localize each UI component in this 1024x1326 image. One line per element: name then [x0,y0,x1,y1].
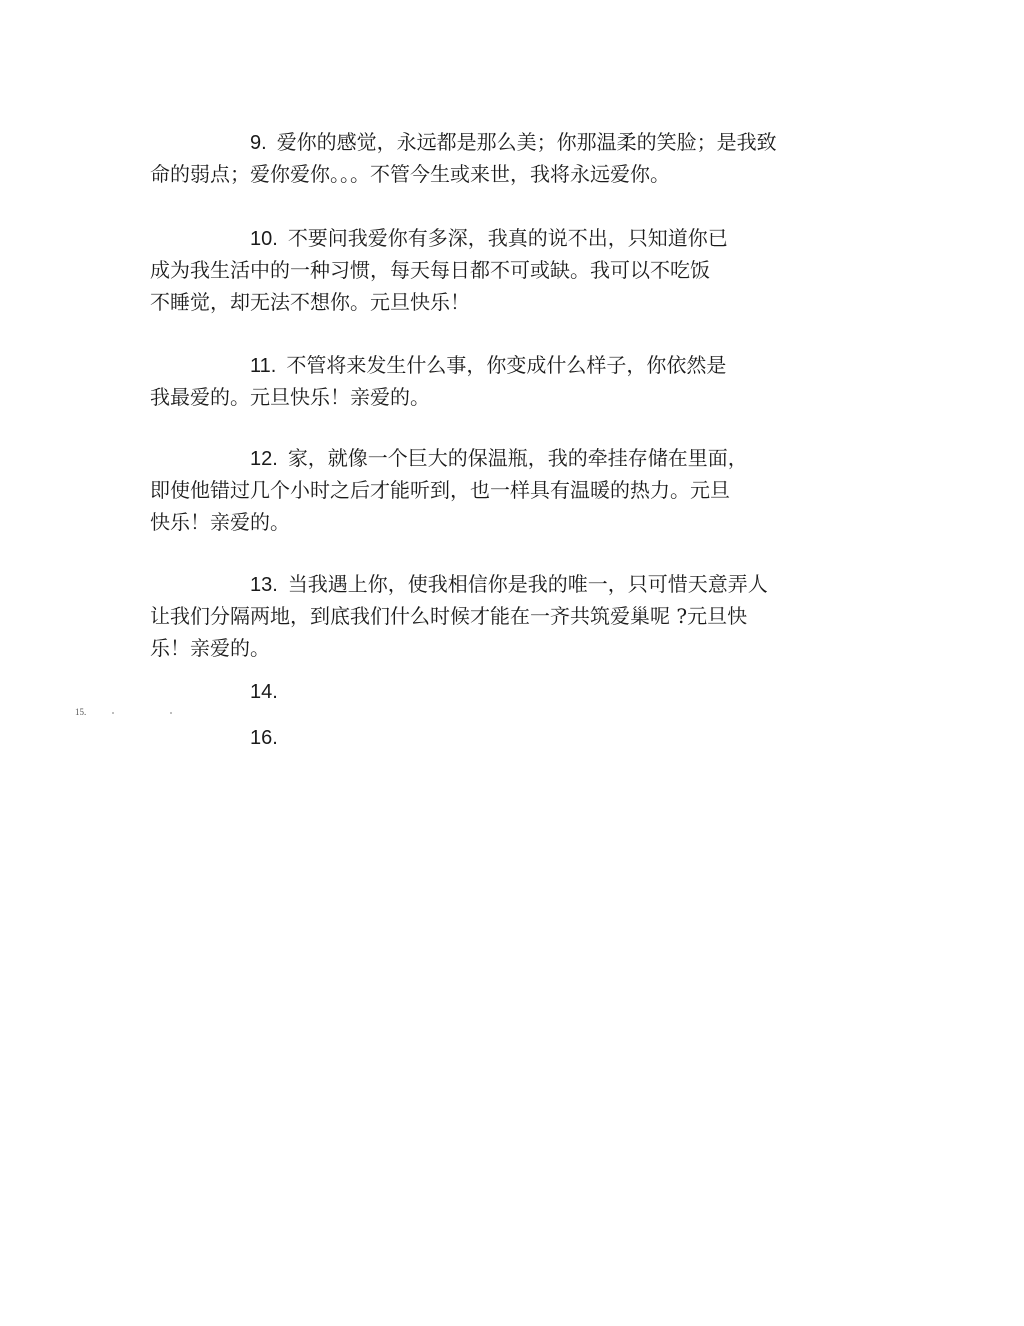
item-number: 11. [250,355,277,377]
item-text-line: 不管将来发生什么事，你变成什么样子，你依然是 [286,353,727,377]
list-item-9 [150,126,870,190]
list-item-11 [150,349,870,413]
item-number: 10. [250,228,278,250]
stray-dot [170,712,172,714]
item-text-line: 我最爱的。元旦快乐！亲爱的。 [150,385,430,409]
item-text-line: 即使他错过几个小时之后才能听到，也一样具有温暖的热力。元旦 [150,478,730,502]
list-item-12 [150,442,870,538]
item-number: 13. [250,574,278,596]
item-text-line: 不要问我爱你有多深，我真的说不出，只知道你已 [287,226,728,250]
item-number: 9. [250,132,267,154]
item-text-line: 不睡觉，却无法不想你。元旦快乐！ [150,290,470,314]
list-item-14: 14. [250,681,278,703]
item-number: 12. [250,448,278,470]
item-text-line: 家，就像一个巨大的保温瓶，我的牵挂存储在里面， [287,446,748,470]
item-text-line: 爱你的感觉，永远都是那么美；你那温柔的笑脸；是我致 [276,130,777,154]
list-item-15: 15. [75,707,87,717]
item-text-line: 乐！亲爱的。 [150,636,270,660]
list-item-13 [150,568,870,664]
list-item-10 [150,222,870,318]
list-item-16: 16. [250,727,278,749]
item-text-line: 当我遇上你，使我相信你是我的唯一，只可惜天意弄人 [287,572,768,596]
item-text-line: 命的弱点；爱你爱你。。。不管今生或来世，我将永远爱你。 [150,162,670,186]
item-text-line: 成为我生活中的一种习惯，每天每日都不可或缺。我可以不吃饭 [150,258,710,282]
item-text-line: 让我们分隔两地，到底我们什么时候才能在一齐共筑爱巢呢 ?元旦快 [150,604,748,628]
item-text-line: 快乐！亲爱的。 [150,510,290,534]
stray-dot [112,712,114,714]
